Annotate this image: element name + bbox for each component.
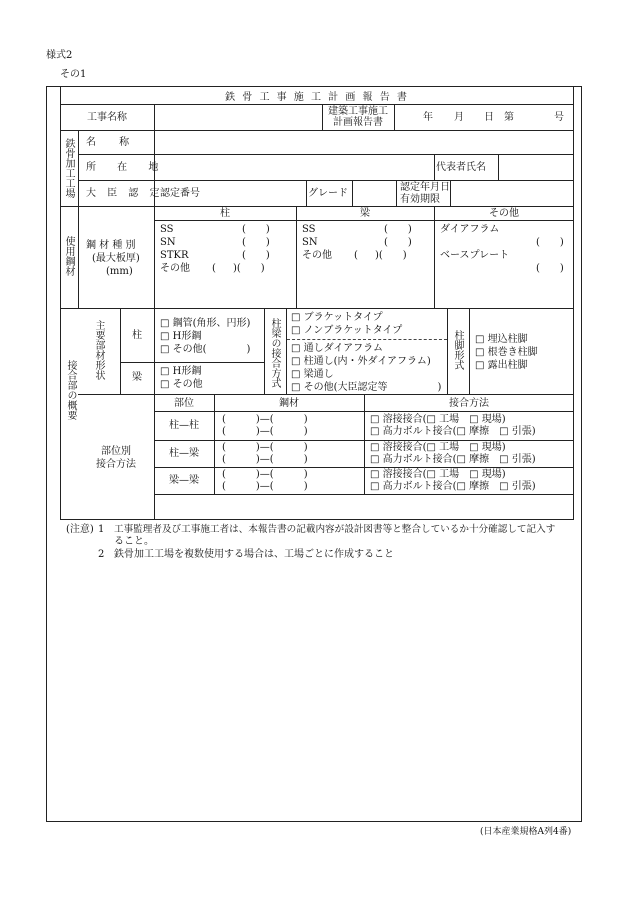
col-option-pipe[interactable]: □ 鋼管(角形、円形) — [160, 318, 251, 329]
factory-name-field[interactable] — [155, 131, 573, 153]
steel-other-header: その他 — [489, 208, 519, 219]
cc-steel-2[interactable]: ( )—( ) — [222, 426, 308, 437]
base-plate-input[interactable]: ( ) — [536, 263, 564, 274]
steel-col-header: 柱 — [220, 208, 230, 219]
beam-other-open: ( — [354, 250, 358, 261]
page-title: 鉄 骨 工 事 施 工 計 画 報 告 書 — [225, 92, 409, 103]
col-sn-input[interactable]: ( ) — [242, 237, 270, 248]
project-name-label: 工事名称 — [87, 112, 127, 123]
main-shape-label: 主要部材形状 — [93, 320, 104, 380]
col-other-input[interactable]: )( ) — [233, 263, 265, 274]
beam-option-other[interactable]: □ その他 — [160, 379, 203, 390]
bb-method-bolt[interactable]: □ 高力ボルト接合(□ 摩擦 □ 引張) — [370, 481, 536, 492]
beam-ss-input[interactable]: ( ) — [384, 224, 412, 235]
table-header-part: 部位 — [174, 398, 194, 409]
project-name-field[interactable] — [155, 105, 321, 129]
diaphragm-label: ダイアフラム — [440, 224, 500, 235]
col-option-other[interactable]: □ その他( ) — [160, 344, 251, 355]
cert-date-field[interactable] — [451, 181, 573, 205]
joint-beam-label: 梁 — [132, 372, 142, 383]
unit-label: (mm) — [106, 266, 133, 277]
representative-label: 代表者氏名 — [436, 162, 486, 173]
cb-other[interactable]: □ その他(大臣認定等 ) — [291, 382, 442, 393]
base-embedded[interactable]: □ 埋込柱脚 — [475, 334, 528, 345]
table-header-steel: 鋼材 — [279, 398, 299, 409]
cb-steel-1[interactable]: ( )—( ) — [222, 442, 308, 453]
factory-name-label: 名 称 — [86, 137, 140, 148]
note-1-line2: ること。 — [114, 536, 154, 547]
cert-number-field[interactable] — [206, 181, 306, 205]
steel-section-label: 使用鋼材 — [63, 236, 74, 276]
cb-method-bolt[interactable]: □ 高力ボルト接合(□ 摩擦 □ 引張) — [370, 454, 536, 465]
footer-standard: (日本産業規格A列4番) — [480, 827, 572, 837]
bb-steel-1[interactable]: ( )—( ) — [222, 469, 308, 480]
representative-field[interactable] — [499, 155, 573, 179]
cb-column-through[interactable]: □ 柱通し(内・外ダイアフラム) — [291, 356, 431, 367]
steel-beam-header: 梁 — [360, 208, 370, 219]
beam-sn: SN — [302, 237, 318, 248]
cc-method-weld[interactable]: □ 溶接接合(□ 工場 □ 現場) — [370, 414, 506, 425]
col-stkr: STKR — [160, 250, 189, 261]
cc-steel-1[interactable]: ( )—( ) — [222, 414, 308, 425]
col-other: その他 — [160, 263, 190, 274]
col-ss: SS — [160, 224, 174, 235]
factory-location-field[interactable] — [155, 155, 433, 179]
report-label-line2: 計画報告書 — [333, 117, 383, 128]
col-option-h[interactable]: □ H形鋼 — [160, 331, 202, 342]
day-label: 日 — [484, 112, 494, 123]
col-ss-input[interactable]: ( ) — [242, 224, 270, 235]
form-sub-number: その1 — [60, 69, 87, 80]
joint-col-label: 柱 — [132, 330, 142, 341]
year-label: 年 — [423, 112, 433, 123]
month-label: 月 — [454, 112, 464, 123]
number-dai-label: 第 — [504, 112, 514, 123]
note-2-number: 2 — [98, 549, 105, 560]
note-2-line1: 鉄骨加工工場を複数使用する場合は、工場ごとに作成すること — [114, 549, 394, 560]
report-label-line1: 建築工事施工 — [328, 106, 388, 117]
part-col-col: 柱—柱 — [169, 420, 199, 431]
beam-other-input[interactable]: )( ) — [375, 250, 407, 261]
number-go-label: 号 — [554, 112, 564, 123]
part-beam-beam: 梁—梁 — [169, 475, 199, 486]
bb-steel-2[interactable]: ( )—( ) — [222, 481, 308, 492]
cb-method-label: 柱梁の接合方式 — [269, 318, 280, 388]
beam-option-h[interactable]: □ H形鋼 — [160, 366, 202, 377]
col-other-open: ( — [212, 263, 216, 274]
base-encased[interactable]: □ 根巻き柱脚 — [475, 347, 538, 358]
note-1-number: 1 — [98, 524, 105, 535]
base-exposed[interactable]: □ 露出柱脚 — [475, 360, 528, 371]
cb-dashed-divider — [287, 339, 447, 340]
part-col-beam: 柱—梁 — [169, 448, 199, 459]
note-prefix: (注意) — [66, 524, 94, 535]
diaphragm-input[interactable]: ( ) — [536, 237, 564, 248]
cc-method-bolt[interactable]: □ 高力ボルト接合(□ 摩擦 □ 引張) — [370, 426, 536, 437]
part-method-label-2: 接合方法 — [96, 459, 136, 470]
cb-bracket[interactable]: □ ブラケットタイプ — [291, 312, 383, 323]
col-sn: SN — [160, 237, 176, 248]
factory-section-label: 鉄骨加工工場 — [63, 138, 74, 198]
beam-other: その他 — [302, 250, 332, 261]
cb-method-weld[interactable]: □ 溶接接合(□ 工場 □ 現場) — [370, 442, 506, 453]
note-1-line1: 工事監理者及び工事施工者は、本報告書の記載内容が設計図書等と整合しているか十分確認して記入す — [114, 524, 556, 535]
table-header-method: 接合方法 — [449, 398, 489, 409]
beam-sn-input[interactable]: ( ) — [384, 237, 412, 248]
expiry-label: 有効期限 — [400, 194, 440, 205]
cb-steel-2[interactable]: ( )—( ) — [222, 454, 308, 465]
form-number: 様式2 — [46, 50, 73, 61]
joint-section-label: 接合部の概要 — [65, 360, 76, 420]
factory-location-label: 所 在 地 — [86, 162, 168, 173]
steel-type-label: 鋼 材 種 別 — [86, 240, 136, 251]
base-type-label: 柱脚形式 — [452, 330, 463, 370]
base-plate-label: ベースプレート — [440, 250, 510, 261]
cb-beam-through[interactable]: □ 梁通し — [291, 369, 334, 380]
grade-label: グレード — [308, 188, 348, 199]
max-thickness-label: (最大板厚) — [92, 253, 140, 264]
col-stkr-input[interactable]: ( ) — [242, 250, 270, 261]
minister-cert-label: 大 臣 認 定 — [86, 188, 164, 199]
cert-number-label: 認定番号 — [160, 188, 200, 199]
beam-ss: SS — [302, 224, 316, 235]
cert-date-label: 認定年月日 — [400, 182, 450, 193]
bb-method-weld[interactable]: □ 溶接接合(□ 工場 □ 現場) — [370, 469, 506, 480]
part-method-label-1: 部位別 — [101, 446, 131, 457]
cb-through-diaphragm[interactable]: □ 通しダイアフラム — [291, 343, 384, 354]
grade-field[interactable] — [353, 181, 395, 205]
cb-non-bracket[interactable]: □ ノンブラケットタイプ — [291, 325, 403, 336]
